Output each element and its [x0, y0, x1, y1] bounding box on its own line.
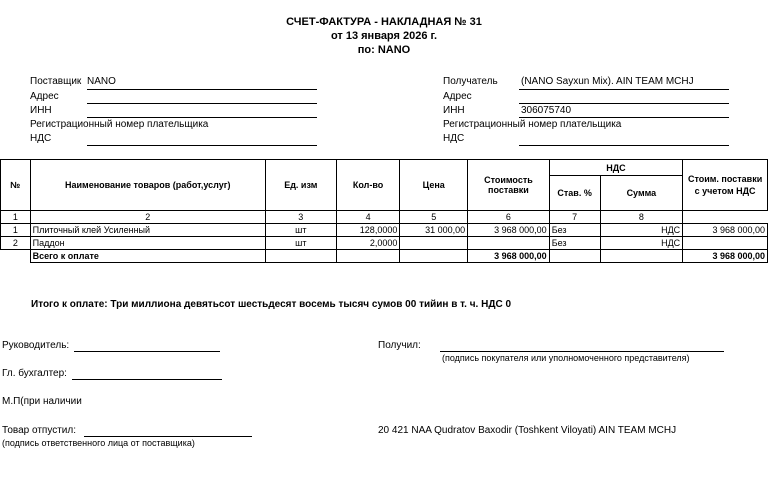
- received-sign-line: [440, 351, 724, 352]
- col-header-num: №: [1, 160, 31, 211]
- row-name: Паддон: [30, 237, 265, 250]
- released-note: (подпись ответственного лица от поставщика): [2, 438, 195, 448]
- table-row: [1, 237, 768, 250]
- released-sign-line: [84, 436, 252, 437]
- row-total: 3 968 000,00: [683, 224, 768, 237]
- row-qty: 2,0000: [336, 237, 400, 250]
- row-rate: Без: [549, 237, 600, 250]
- director-label: Руководитель:: [2, 340, 70, 351]
- recipient-inn-label: ИНН: [443, 105, 465, 116]
- col-number: 1: [1, 211, 31, 224]
- recipient-name: (NANO Sayxun Mix). AIN TEAM MCHJ: [521, 76, 694, 87]
- total-cost: 3 968 000,00: [468, 250, 550, 263]
- row-sum: НДС: [600, 237, 683, 250]
- row-unit: шт: [265, 224, 336, 237]
- col-number: 3: [265, 211, 336, 224]
- col-header-rate: Став. %: [549, 176, 600, 211]
- document-po: по: NANO: [357, 44, 411, 56]
- document-date: от 13 января 2026 г.: [330, 30, 438, 42]
- recipient-reg-label: Регистрационный номер плательщика: [443, 119, 622, 130]
- recipient-label: Получатель: [443, 76, 498, 87]
- received-note: (подпись покупателя или уполномоченного представителя): [442, 353, 690, 363]
- released-label: Товар отпустил:: [2, 425, 76, 436]
- supplier-address-line: [87, 103, 317, 104]
- col-header-qty: Кол-во: [336, 160, 400, 211]
- received-by: 20 421 NAA Qudratov Baxodir (Toshkent Viloyati) AIN TEAM MCHJ: [378, 425, 677, 436]
- row-cost: [468, 237, 550, 250]
- col-number: 7: [549, 211, 600, 224]
- total-in-words: Итого к оплате: Три миллиона девятьсот шестьдесят восемь тысяч сумов 00 тийин в т. ч. НДС 0: [31, 299, 512, 310]
- col-header-sum: Сумма: [600, 176, 683, 211]
- invoice-table: [0, 159, 768, 263]
- recipient-nds-line: [519, 145, 729, 146]
- stamp-label: М.П(при наличии: [2, 396, 82, 407]
- recipient-inn-line: [519, 117, 729, 118]
- supplier-name-line: [87, 89, 317, 90]
- total-all: 3 968 000,00: [683, 250, 768, 263]
- supplier-inn-label: ИНН: [30, 105, 52, 116]
- row-unit: шт: [265, 237, 336, 250]
- supplier-nds-label: НДС: [30, 133, 52, 144]
- recipient-nds-label: НДС: [443, 133, 465, 144]
- director-sign-line: [74, 351, 220, 352]
- col-header-unit: Ед. изм: [265, 160, 336, 211]
- supplier-nds-line: [87, 145, 317, 146]
- document-title: СЧЕТ-ФАКТУРА - НАКЛАДНАЯ № 31: [286, 16, 482, 28]
- supplier-name: NANO: [87, 76, 116, 87]
- supplier-label: Поставщик: [30, 76, 82, 87]
- recipient-address-label: Адрес: [443, 91, 472, 102]
- row-price: [400, 237, 468, 250]
- col-number: 8: [600, 211, 683, 224]
- row-name: Плиточный клей Усиленный: [30, 224, 265, 237]
- received-label: Получил:: [378, 340, 421, 351]
- accountant-label: Гл. бухгалтер:: [2, 368, 67, 379]
- row-num: 1: [1, 224, 31, 237]
- row-sum: НДС: [600, 224, 683, 237]
- col-number: 2: [30, 211, 265, 224]
- accountant-sign-line: [72, 379, 222, 380]
- table-row: [1, 224, 768, 237]
- supplier-reg-label: Регистрационный номер плательщика: [30, 119, 209, 130]
- recipient-address-line: [519, 103, 729, 104]
- row-qty: 128,0000: [336, 224, 400, 237]
- col-header-name: Наименование товаров (работ,услуг): [30, 160, 265, 211]
- row-num: 2: [1, 237, 31, 250]
- row-cost: 3 968 000,00: [468, 224, 550, 237]
- col-header-total-with-nds: Стоим. поставки с учетом НДС: [683, 160, 768, 211]
- col-number: 4: [336, 211, 400, 224]
- total-row: [1, 250, 768, 263]
- row-rate: Без: [549, 224, 600, 237]
- col-header-price: Цена: [400, 160, 468, 211]
- col-header-nds: НДС: [549, 160, 682, 176]
- row-total: [683, 237, 768, 250]
- recipient-name-line: [519, 89, 729, 90]
- recipient-inn: 306075740: [521, 105, 572, 116]
- col-number: 5: [400, 211, 468, 224]
- supplier-inn-line: [87, 117, 317, 118]
- row-price: 31 000,00: [400, 224, 468, 237]
- supplier-address-label: Адрес: [30, 91, 59, 102]
- total-label: Всего к оплате: [30, 250, 265, 263]
- col-number: 6: [468, 211, 550, 224]
- col-header-cost: Стоимость поставки: [468, 160, 550, 211]
